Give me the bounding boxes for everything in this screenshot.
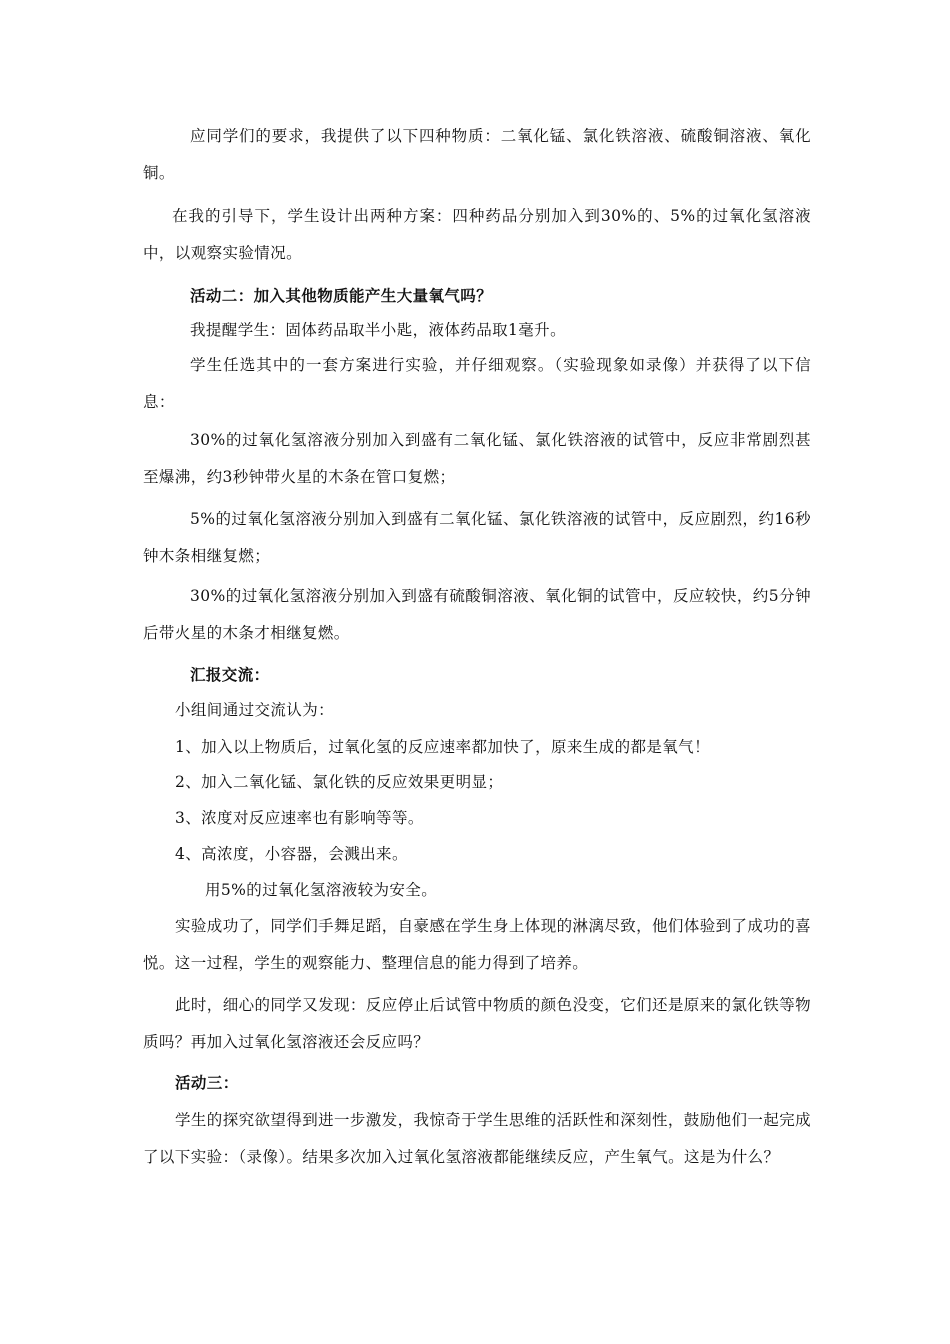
- paragraph-further-experiment: 学生的探究欲望得到进一步激发，我惊奇于学生思维的活跃性和深刻性，鼓励他们一起完成了以下实验：（录像）。结果多次加入过氧化氢溶液都能继续反应，产生氧气。这是为什么？: [143, 1111, 812, 1166]
- list-item-2: 2、加入二氧化锰、氯化铁的反应效果更明显；: [175, 773, 504, 791]
- list-item-4: 4、高浓度，小容器，会溅出来。: [175, 845, 408, 863]
- paragraph-safety-note: 用5%的过氧化氢溶液较为安全。: [205, 881, 438, 899]
- heading-report-exchange: 汇报交流：: [190, 665, 270, 684]
- paragraph-substances-provided: 应同学们的要求，我提供了以下四种物质：二氧化锰、氯化铁溶液、硫酸铜溶液、氧化铜。: [143, 127, 811, 182]
- list-item-3: 3、浓度对反应速率也有影响等等。: [175, 809, 424, 827]
- paragraph-reminder: 我提醒学生：固体药品取半小匙，液体药品取1毫升。: [190, 321, 566, 339]
- paragraph-experiment-info: 学生任选其中的一套方案进行实验，并仔细观察。（实验现象如录像）并获得了以下信息：: [143, 356, 811, 411]
- list-item-1: 1、加入以上物质后，过氧化氢的反应速率都加快了，原来生成的都是氧气！: [175, 738, 710, 756]
- paragraph-result-5-percent: 5%的过氧化氢溶液分别加入到盛有二氧化锰、氯化铁溶液的试管中，反应剧烈，约16秒钟木条相继复燃；: [143, 510, 811, 565]
- paragraph-group-conclusion: 小组间通过交流认为：: [175, 701, 335, 719]
- heading-activity-three: 活动三：: [175, 1073, 239, 1092]
- paragraph-result-30-percent: 30%的过氧化氢溶液分别加入到盛有二氧化锰、氯化铁溶液的试管中，反应非常剧烈甚至爆沸，约3秒钟带火星的木条在管口复燃；: [143, 431, 811, 486]
- paragraph-two-plans: 在我的引导下，学生设计出两种方案：四种药品分别加入到30%的、5%的过氧化氢溶液中，以观察实验情况。: [143, 207, 811, 262]
- paragraph-observation-question: 此时，细心的同学又发现：反应停止后试管中物质的颜色没变，它们还是原来的氯化铁等物质吗？再加入过氧化氢溶液还会反应吗？: [143, 996, 812, 1051]
- paragraph-result-copper: 30%的过氧化氢溶液分别加入到盛有硫酸铜溶液、氧化铜的试管中，反应较快，约5分钟后带火星的木条才相继复燃。: [143, 587, 811, 642]
- heading-activity-two: 活动二：加入其他物质能产生大量氧气吗？: [190, 286, 493, 305]
- paragraph-success: 实验成功了，同学们手舞足蹈，自豪感在学生身上体现的淋漓尽致，他们体验到了成功的喜悦。这一过程，学生的观察能力、整理信息的能力得到了培养。: [143, 917, 812, 972]
